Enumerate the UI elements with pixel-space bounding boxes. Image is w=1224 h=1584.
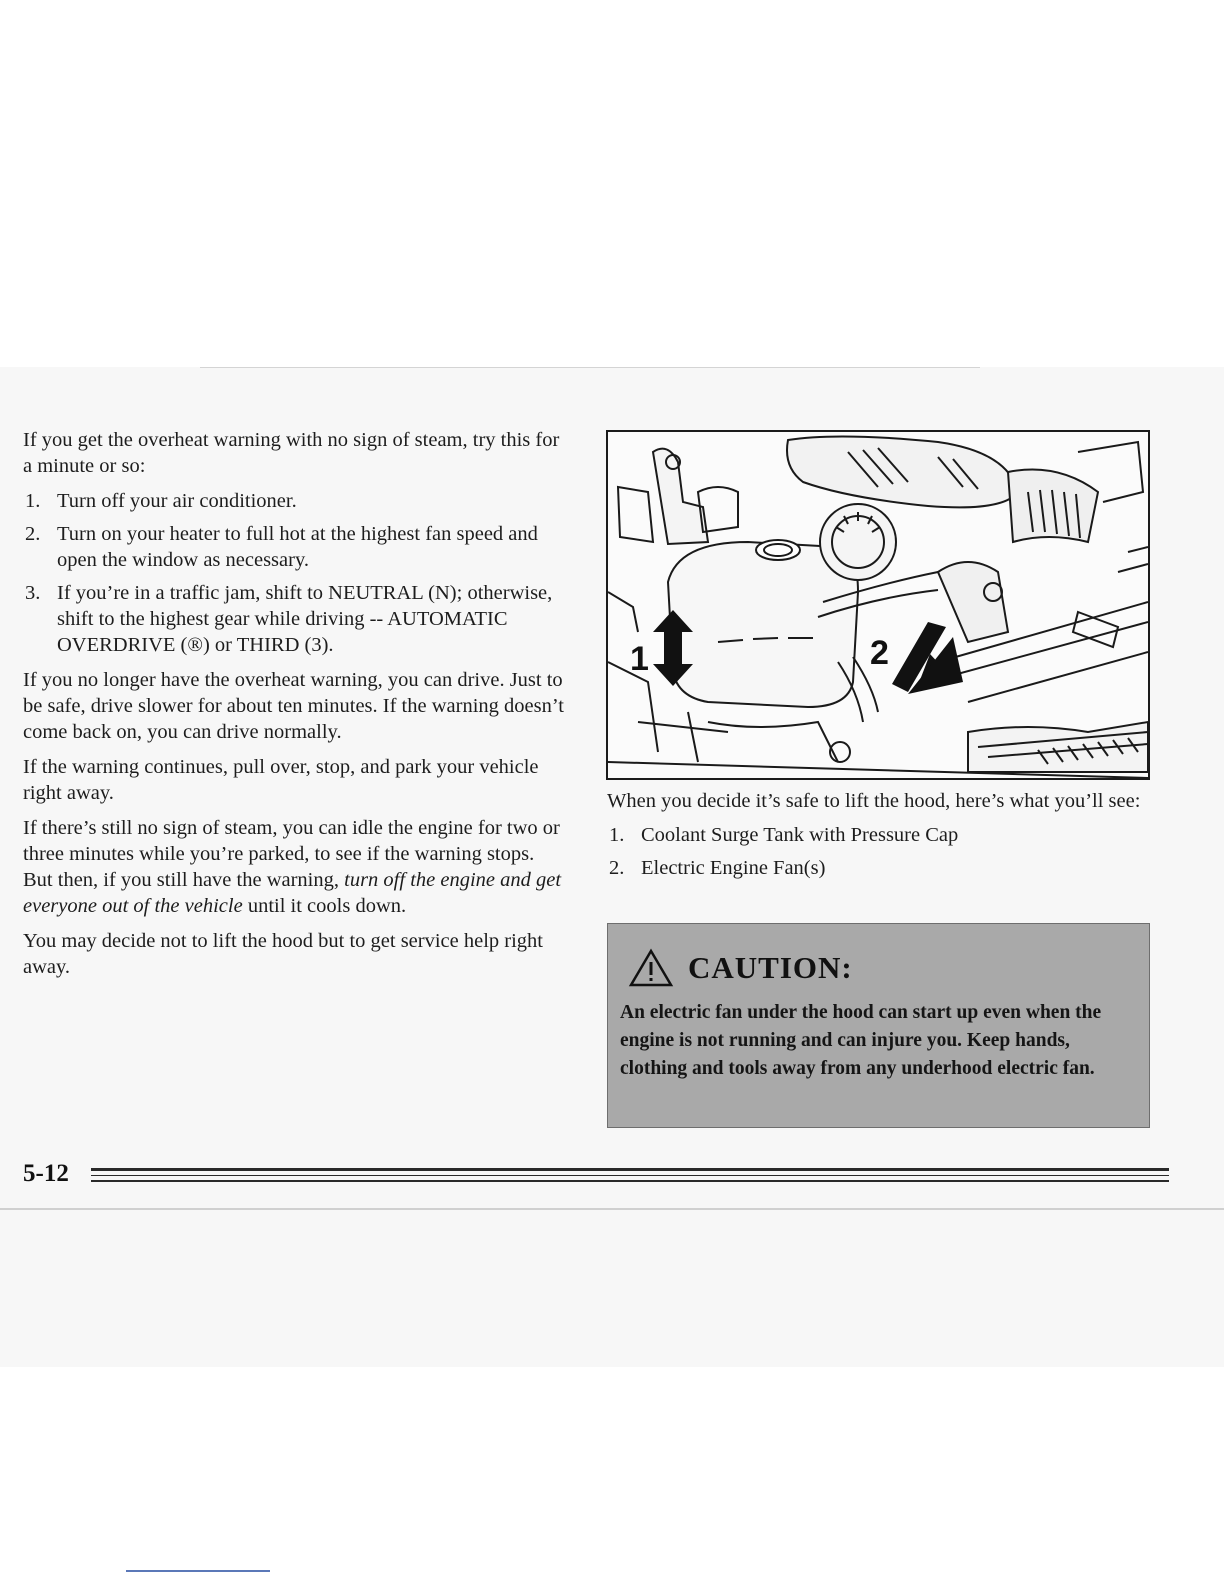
step-item: 2. Turn on your heater to full hot at the highest fan speed and open the window as necessary.: [25, 523, 538, 571]
callout-2-label: 2: [870, 634, 889, 672]
no-steam-paragraph: If there’s still no sign of steam, you can idle the engine for two or three minutes while you’re parked, to see if the warning stops. But then, if you still have the warning, turn off the engine and get everyone out of the vehicle until it cools down.: [23, 817, 562, 917]
caution-text: An electric fan under the hood can start up even when the engine is not running and can injure you. Keep hands, clothing and tools away from any underhood electric fan.: [620, 1002, 1102, 1079]
warning-triangle-icon: [628, 948, 674, 988]
overheat-steps: [23, 488, 568, 658]
service-paragraph: You may decide not to lift the hood but to get service help right away.: [23, 930, 544, 978]
footer-rule: [91, 1175, 1169, 1176]
page-footer: [23, 1160, 1148, 1190]
caution-header: [628, 948, 853, 988]
caution-box: [607, 923, 1150, 1128]
overheat-intro: If you get the overheat warning with no sign of steam, try this for a minute or so:: [23, 429, 560, 477]
engine-compartment-illustration: [606, 430, 1150, 780]
bottom-divider: [126, 1570, 270, 1572]
step-item: 3. If you’re in a traffic jam, shift to NEUTRAL (N); otherwise, shift to the highest gear while driving -- AUTOMATIC OVERDRIVE (®) or THIRD (3).: [25, 582, 553, 656]
page-number: 5-12: [23, 1160, 69, 1187]
engine-drawing: [608, 432, 1148, 778]
caution-title: CAUTION:: [688, 950, 853, 985]
warning-continues-paragraph: If the warning continues, pull over, stop, and park your vehicle right away.: [23, 756, 539, 804]
no-warning-paragraph: If you no longer have the overheat warning, you can drive. Just to be safe, drive slower for about ten minutes. If the warning doesn’t come back on, you can drive normally.: [23, 669, 565, 743]
list-item: 1. Coolant Surge Tank with Pressure Cap: [609, 824, 959, 846]
callout-1-label: 1: [630, 640, 649, 678]
footer-rule: [91, 1180, 1169, 1182]
step-item: 1. Turn off your air conditioner.: [25, 490, 297, 512]
left-column: [23, 427, 568, 989]
scan-edge-line-bottom: [0, 1208, 1224, 1210]
emphasis-text: turn off the engine and get everyone out of the vehicle: [23, 869, 562, 917]
scan-edge-line: [200, 367, 980, 368]
hood-items: [607, 822, 1147, 881]
hood-intro: When you decide it’s safe to lift the hood, here’s what you’ll see:: [607, 790, 1141, 812]
footer-rule: [91, 1168, 1169, 1171]
right-column: [607, 788, 1147, 890]
list-item: 2. Electric Engine Fan(s): [609, 857, 826, 879]
